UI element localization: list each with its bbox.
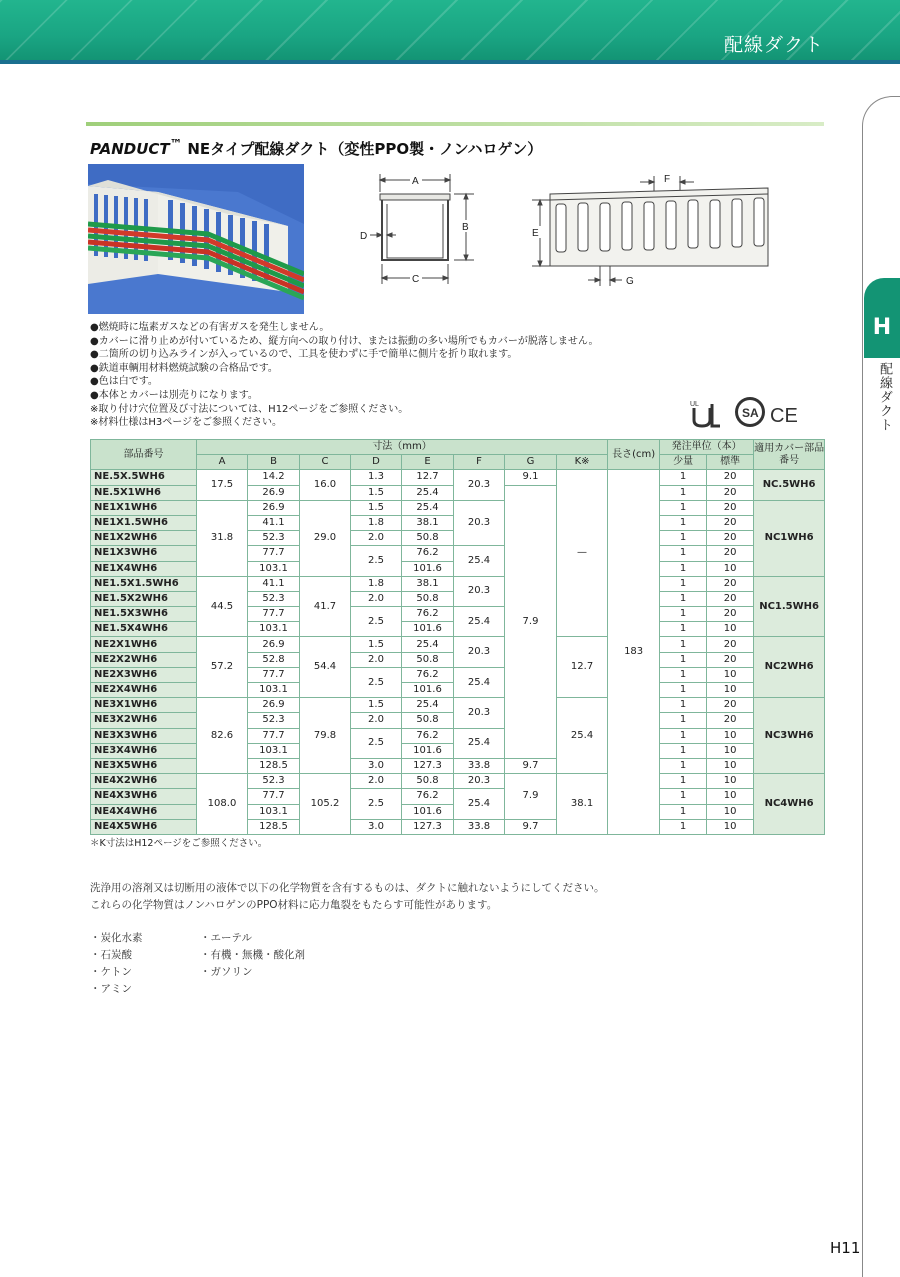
table-cell: 1 <box>660 576 707 591</box>
part-number-cell: NE4X3WH6 <box>91 789 197 804</box>
table-cell: 10 <box>707 561 754 576</box>
dim-d-label: D <box>360 231 368 242</box>
table-cell: 2.0 <box>351 652 402 667</box>
chemical-item: ・アミン <box>90 983 132 995</box>
table-cell: 20 <box>707 607 754 622</box>
table-cell: 33.8 <box>454 758 505 773</box>
table-cell: 1.5 <box>351 698 402 713</box>
col-d: D <box>351 455 402 470</box>
header-part-number: 部品番号 <box>91 440 197 470</box>
table-cell: 26.9 <box>248 698 300 713</box>
table-cell: 20.3 <box>454 576 505 606</box>
table-cell: 25.4 <box>454 789 505 819</box>
col-b: B <box>248 455 300 470</box>
ce-mark-icon: CE <box>770 405 798 427</box>
table-cell: 1 <box>660 561 707 576</box>
index-tab-letter: H <box>872 315 892 340</box>
ul-mark-icon <box>690 401 720 426</box>
table-cell: 10 <box>707 789 754 804</box>
table-cell: 10 <box>707 758 754 773</box>
table-cell: 20 <box>707 515 754 530</box>
part-number-cell: NE1.5X1.5WH6 <box>91 576 197 591</box>
table-cell: 44.5 <box>197 576 248 637</box>
part-number-cell: NE1X2WH6 <box>91 531 197 546</box>
table-cell: 10 <box>707 774 754 789</box>
part-number-cell: NE3X3WH6 <box>91 728 197 743</box>
table-cell: 12.7 <box>402 470 454 485</box>
col-standard: 標準 <box>707 455 754 470</box>
table-cell: 10 <box>707 819 754 834</box>
col-g: G <box>505 455 557 470</box>
header-dimensions: 寸法（mm） <box>197 440 608 455</box>
feature-item: ●色は白です。 <box>90 376 158 388</box>
table-footnote: ＊K寸法はH12ページをご参照ください。 <box>90 838 268 849</box>
table-cell: 128.5 <box>248 819 300 834</box>
feature-item: ●本体とカバーは別売りになります。 <box>90 389 258 401</box>
feature-list <box>90 321 599 430</box>
table-cell: 2.0 <box>351 591 402 606</box>
table-cell: 2.5 <box>351 789 402 819</box>
header-length: 長さ(cm) <box>608 440 660 470</box>
cross-section-diagram <box>356 168 496 298</box>
table-cell: 101.6 <box>402 622 454 637</box>
table-cell: 38.1 <box>402 515 454 530</box>
part-number-cell: NE2X2WH6 <box>91 652 197 667</box>
brand-name: PANDUCT <box>90 140 170 158</box>
cover-part-cell: NC1WH6 <box>754 500 825 576</box>
part-number-cell: NE3X5WH6 <box>91 758 197 773</box>
chemical-item: ・エーテル <box>200 932 252 944</box>
table-cell: 9.7 <box>505 758 557 773</box>
dim-c-label: C <box>412 274 420 285</box>
table-cell: 20.3 <box>454 500 505 546</box>
feature-item: ●カバーに滑り止めが付いているため、縦方向への取り付け、または振動の多い場所でもカバーが脱落しません。 <box>90 335 599 347</box>
certification-marks <box>690 394 800 430</box>
table-cell: 25.4 <box>454 607 505 637</box>
section-title: 配線ダクト <box>723 34 824 56</box>
table-cell: 20 <box>707 576 754 591</box>
part-number-cell: NE3X4WH6 <box>91 743 197 758</box>
table-cell: 82.6 <box>197 698 248 774</box>
part-number-cell: NE1.5X4WH6 <box>91 622 197 637</box>
feature-item: ●二箇所の切り込みラインが入っているので、工具を使わずに手で簡単に側片を折り取れます。 <box>90 349 518 361</box>
table-cell: 1 <box>660 515 707 530</box>
table-cell: 76.2 <box>402 546 454 561</box>
table-cell: 1 <box>660 607 707 622</box>
col-f: F <box>454 455 505 470</box>
table-cell: 41.1 <box>248 576 300 591</box>
table-cell: 25.4 <box>454 667 505 697</box>
table-cell: 1 <box>660 683 707 698</box>
part-number-cell: NE1.5X3WH6 <box>91 607 197 622</box>
col-c: C <box>300 455 351 470</box>
table-cell: 20 <box>707 531 754 546</box>
table-cell: 50.8 <box>402 713 454 728</box>
col-a: A <box>197 455 248 470</box>
table-cell: 57.2 <box>197 637 248 698</box>
warning-line: これらの化学物質はノンハロゲンのPPO材料に応力亀裂をもたらす可能性があります。 <box>90 899 498 911</box>
feature-item: ●燃焼時に塩素ガスなどの有害ガスを発生しません。 <box>90 322 330 333</box>
chemical-warning <box>90 880 605 914</box>
table-cell: 16.0 <box>300 470 351 500</box>
ul-label: UL <box>690 401 699 408</box>
dim-b-label: B <box>462 222 469 233</box>
table-cell: 1.8 <box>351 576 402 591</box>
table-cell: 77.7 <box>248 728 300 743</box>
part-number-cell: NE3X2WH6 <box>91 713 197 728</box>
table-cell: 10 <box>707 683 754 698</box>
table-cell: 2.5 <box>351 728 402 758</box>
part-number-cell: NE1.5X2WH6 <box>91 591 197 606</box>
table-cell: 20.3 <box>454 774 505 789</box>
table-cell: 50.8 <box>402 774 454 789</box>
table-cell: 9.7 <box>505 819 557 834</box>
table-cell: 103.1 <box>248 683 300 698</box>
table-cell: 38.1 <box>402 576 454 591</box>
table-cell: 103.1 <box>248 743 300 758</box>
feature-item: ●鉄道車輌用材料燃焼試験の合格品です。 <box>90 362 278 374</box>
table-cell: 1 <box>660 774 707 789</box>
table-cell: 128.5 <box>248 758 300 773</box>
table-cell: 77.7 <box>248 546 300 561</box>
chemical-item: ・石炭酸 <box>90 949 132 961</box>
table-cell: 3.0 <box>351 758 402 773</box>
table-cell: 38.1 <box>557 774 608 835</box>
table-cell: 26.9 <box>248 637 300 652</box>
header-cover: 適用カバー部品番号 <box>754 440 825 470</box>
table-cell: 29.0 <box>300 500 351 576</box>
table-cell: 1.8 <box>351 515 402 530</box>
table-cell: 103.1 <box>248 622 300 637</box>
part-number-cell: NE1X1.5WH6 <box>91 515 197 530</box>
banner-underline <box>0 60 900 64</box>
table-cell: 1.5 <box>351 485 402 500</box>
table-cell: 101.6 <box>402 804 454 819</box>
table-cell: 79.8 <box>300 698 351 774</box>
table-cell: 52.3 <box>248 531 300 546</box>
table-cell: 76.2 <box>402 789 454 804</box>
cover-part-cell: NC4WH6 <box>754 774 825 835</box>
index-tab-outline <box>862 96 900 1277</box>
product-photo <box>88 164 304 314</box>
table-cell: 1 <box>660 546 707 561</box>
table-cell: 2.5 <box>351 546 402 576</box>
table-cell: 41.1 <box>248 515 300 530</box>
csa-mark-icon <box>735 397 765 427</box>
table-cell: 77.7 <box>248 667 300 682</box>
table-cell: 10 <box>707 804 754 819</box>
table-cell: 52.3 <box>248 713 300 728</box>
table-cell: 76.2 <box>402 728 454 743</box>
table-cell: 1.3 <box>351 470 402 485</box>
table-row <box>91 637 825 652</box>
product-title <box>90 136 542 159</box>
part-number-cell: NE1X1WH6 <box>91 500 197 515</box>
chemical-list-right <box>200 930 305 981</box>
col-k: K※ <box>557 455 608 470</box>
table-cell: 26.9 <box>248 485 300 500</box>
warning-line: 洗浄用の溶剤又は切断用の液体で以下の化学物質を含有するものは、ダクトに触れないようにしてください。 <box>90 882 605 894</box>
table-cell: 20.3 <box>454 470 505 500</box>
table-cell: 2.0 <box>351 774 402 789</box>
table-cell: 127.3 <box>402 819 454 834</box>
title-rule <box>86 122 824 126</box>
table-cell: 41.7 <box>300 576 351 637</box>
page-number: H11 <box>830 1239 861 1257</box>
side-view-diagram <box>522 170 778 292</box>
part-number-cell: NE3X1WH6 <box>91 698 197 713</box>
table-cell: 10 <box>707 728 754 743</box>
table-cell: 1 <box>660 500 707 515</box>
table-cell: 25.4 <box>454 546 505 576</box>
csa-label: SA <box>742 406 759 420</box>
table-cell: 25.4 <box>557 698 608 774</box>
table-cell: 12.7 <box>557 637 608 698</box>
table-cell: 10 <box>707 667 754 682</box>
table-cell: 3.0 <box>351 819 402 834</box>
table-cell: 50.8 <box>402 591 454 606</box>
table-row <box>91 470 825 485</box>
header-banner <box>0 0 900 60</box>
table-cell: 50.8 <box>402 652 454 667</box>
cover-part-cell: NC1.5WH6 <box>754 576 825 637</box>
table-cell: 20 <box>707 485 754 500</box>
table-cell: 76.2 <box>402 607 454 622</box>
part-number-cell: NE4X2WH6 <box>91 774 197 789</box>
table-cell: 52.3 <box>248 774 300 789</box>
part-number-cell: NE4X5WH6 <box>91 819 197 834</box>
table-row <box>91 500 825 515</box>
table-cell: 1.5 <box>351 500 402 515</box>
table-cell: 25.4 <box>402 485 454 500</box>
table-cell: 1 <box>660 637 707 652</box>
table-cell: 17.5 <box>197 470 248 500</box>
table-cell: 20.3 <box>454 637 505 667</box>
table-cell: 103.1 <box>248 804 300 819</box>
table-cell: 20 <box>707 591 754 606</box>
table-cell: 101.6 <box>402 743 454 758</box>
table-cell: 52.8 <box>248 652 300 667</box>
chemical-item: ・ケトン <box>90 966 132 978</box>
dim-a-label: A <box>412 176 419 187</box>
k-dash: — <box>557 470 608 637</box>
col-e: E <box>402 455 454 470</box>
table-cell: 2.0 <box>351 531 402 546</box>
table-cell: 1 <box>660 804 707 819</box>
table-cell: 1 <box>660 713 707 728</box>
table-cell: 14.2 <box>248 470 300 485</box>
part-number-cell: NE2X3WH6 <box>91 667 197 682</box>
dim-e-label: E <box>532 228 539 239</box>
chemical-item: ・炭化水素 <box>90 932 143 944</box>
part-number-cell: NE.5X.5WH6 <box>91 470 197 485</box>
table-cell: 1.5 <box>351 637 402 652</box>
table-cell: 1 <box>660 485 707 500</box>
table-cell: 103.1 <box>248 561 300 576</box>
part-number-cell: NE1X3WH6 <box>91 546 197 561</box>
table-cell: 127.3 <box>402 758 454 773</box>
table-cell: 2.0 <box>351 713 402 728</box>
table-row <box>91 440 825 455</box>
length-value: 183 <box>608 470 660 835</box>
table-cell: 20 <box>707 470 754 485</box>
table-cell: 25.4 <box>402 698 454 713</box>
table-cell: 101.6 <box>402 683 454 698</box>
part-number-cell: NE4X4WH6 <box>91 804 197 819</box>
table-cell: 105.2 <box>300 774 351 835</box>
table-cell: 10 <box>707 743 754 758</box>
table-cell: 1 <box>660 531 707 546</box>
table-cell: 26.9 <box>248 500 300 515</box>
feature-note: ※取り付け穴位置及び寸法については、H12ページをご参照ください。 <box>90 403 409 415</box>
table-cell: 20 <box>707 652 754 667</box>
table-cell: 77.7 <box>248 607 300 622</box>
table-cell: 54.4 <box>300 637 351 698</box>
table-cell: 1 <box>660 728 707 743</box>
feature-note: ※材料仕様はH3ページをご参照ください。 <box>90 417 283 429</box>
table-cell: 1 <box>660 470 707 485</box>
chemical-item: ・ガソリン <box>200 966 253 978</box>
table-cell: 20 <box>707 713 754 728</box>
part-number-cell: NE2X1WH6 <box>91 637 197 652</box>
table-cell: 20.3 <box>454 698 505 728</box>
table-cell: 20 <box>707 698 754 713</box>
table-cell: 10 <box>707 622 754 637</box>
product-name: NEタイプ配線ダクト（変性PPO製・ノンハロゲン） <box>182 140 543 158</box>
trademark: ™ <box>169 136 183 151</box>
table-cell: 25.4 <box>402 637 454 652</box>
table-cell: 76.2 <box>402 667 454 682</box>
col-small: 少量 <box>660 455 707 470</box>
index-tab-label: 配線ダクト <box>877 362 892 432</box>
table-cell: 52.3 <box>248 591 300 606</box>
table-cell: 9.1 <box>505 470 557 485</box>
table-cell: 1 <box>660 819 707 834</box>
table-cell: 50.8 <box>402 531 454 546</box>
chemical-list-left <box>90 930 143 998</box>
table-cell: 77.7 <box>248 789 300 804</box>
cover-part-cell: NC2WH6 <box>754 637 825 698</box>
table-cell: 25.4 <box>402 500 454 515</box>
table-cell: 20 <box>707 546 754 561</box>
table-cell: 1 <box>660 789 707 804</box>
table-cell: 108.0 <box>197 774 248 835</box>
table-cell: 33.8 <box>454 819 505 834</box>
table-cell: 2.5 <box>351 667 402 697</box>
cover-part-cell: NC.5WH6 <box>754 470 825 500</box>
table-cell: 20 <box>707 500 754 515</box>
table-row <box>91 576 825 591</box>
table-cell: 31.8 <box>197 500 248 576</box>
table-cell: 1 <box>660 622 707 637</box>
table-cell: 1 <box>660 743 707 758</box>
table-row <box>91 774 825 789</box>
index-tab-h[interactable] <box>864 278 900 358</box>
dim-f-label: F <box>664 174 671 185</box>
table-cell: 1 <box>660 758 707 773</box>
part-number-cell: NE2X4WH6 <box>91 683 197 698</box>
chemical-item: ・有機・無機・酸化剤 <box>200 949 305 961</box>
table-cell: 25.4 <box>454 728 505 758</box>
table-cell: 2.5 <box>351 607 402 637</box>
table-cell: 1 <box>660 591 707 606</box>
cover-part-cell: NC3WH6 <box>754 698 825 774</box>
spec-table <box>90 439 825 835</box>
table-cell: 101.6 <box>402 561 454 576</box>
table-cell: 1 <box>660 667 707 682</box>
table-cell: 20 <box>707 637 754 652</box>
table-cell: 7.9 <box>505 485 557 758</box>
header-order-unit: 発注単位（本） <box>660 440 754 455</box>
part-number-cell: NE1X4WH6 <box>91 561 197 576</box>
table-row <box>91 455 825 470</box>
table-cell: 7.9 <box>505 774 557 820</box>
dim-g-label: G <box>626 276 634 287</box>
table-cell: 1 <box>660 698 707 713</box>
table-cell: 1 <box>660 652 707 667</box>
part-number-cell: NE.5X1WH6 <box>91 485 197 500</box>
table-row <box>91 698 825 713</box>
